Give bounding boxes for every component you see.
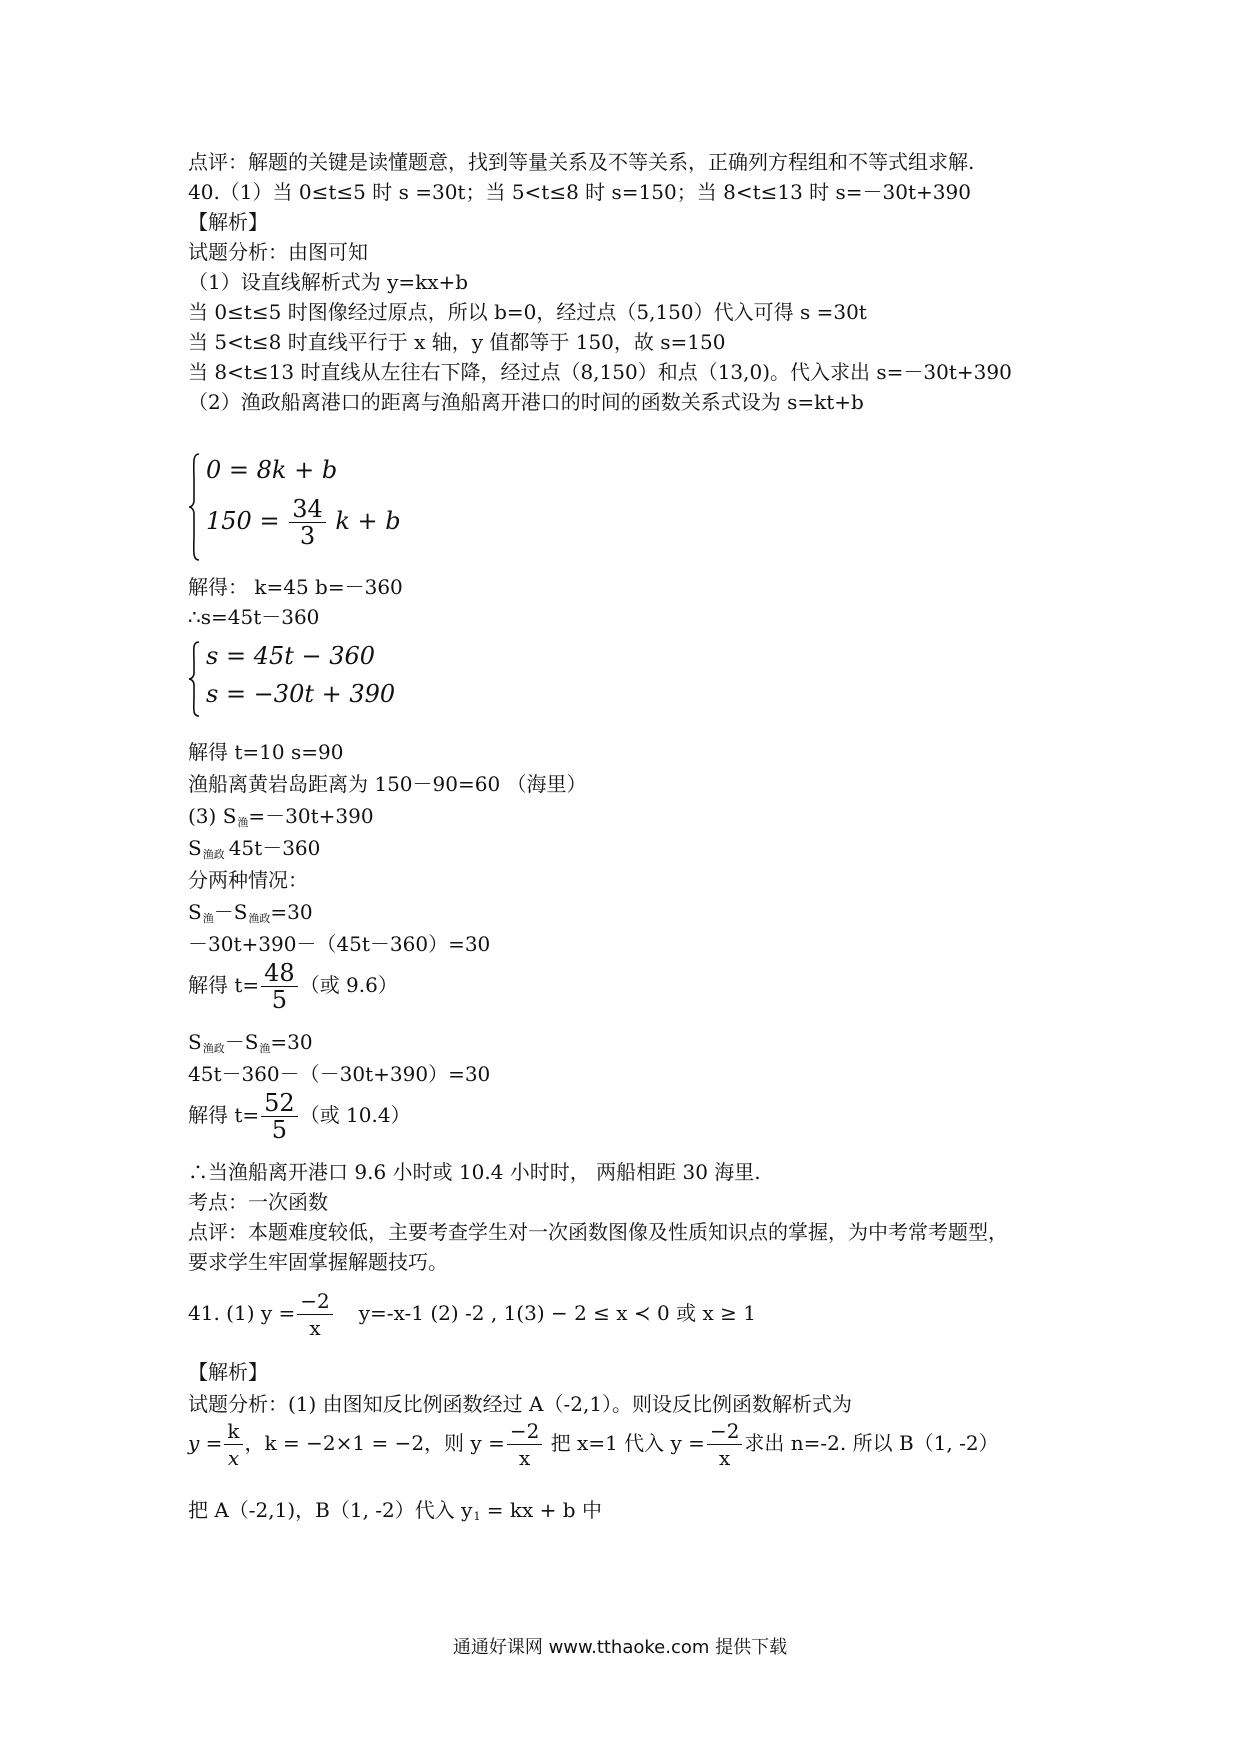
case-2-expansion: 45t－360－（－30t+390）=30 xyxy=(188,1062,491,1086)
case-1-solution: 解得 t= $\frac{48}{5}$ （或 9.6） xyxy=(188,959,398,1014)
system-1-row-2: 150 = $\frac{34}{3}$ k + b xyxy=(206,495,401,550)
system-1-row-1: 0 = 8k + b xyxy=(206,456,338,484)
analysis-41-line-3: 把 A（-2,1)，B（1, -2）代入 y1 = kx + b 中 xyxy=(188,1498,602,1523)
answer-41-line: 41. (1) y = $\frac{-2}{x}$ y=-x-1 (2) -2 , 1(3) − 2 ≤ x ≺ 0 或 x ≥ 1 xyxy=(188,1289,756,1340)
system-2-row-2: s = −30t + 390 xyxy=(206,680,396,708)
comment-line-3: 要求学生牢固掌握解题技巧。 xyxy=(188,1250,448,1274)
conclusion-line: ∴当渔船离开港口 9.6 小时或 10.4 小时时， 两船相距 30 海里. xyxy=(188,1160,761,1184)
analysis-41-line-2: y = $\frac{k}{x}$ ，k = −2×1 = −2，则 y = $\frac{-2}{x}$ 把 x=1 代入 y = $\frac{-2}{x}$ 求出 n=-2. 所以 B（1, -2） xyxy=(188,1419,999,1470)
analysis-heading: 【解析】 xyxy=(188,210,268,234)
comment-line-2: 点评：本题难度较低，主要考查学生对一次函数图像及性质知识点的掌握，为中考常考题型， xyxy=(188,1220,1008,1244)
analysis-41-line-1: 试题分析：(1) 由图知反比例函数经过 A（-2,1）。则设反比例函数解析式为 xyxy=(188,1392,853,1416)
analysis-case-2: 当 5<t≤8 时直线平行于 x 轴，y 值都等于 150，故 s=150 xyxy=(188,330,726,354)
equation-system-2 xyxy=(188,640,396,718)
case-2-solution: 解得 t= $\frac{52}{5}$ （或 10.4） xyxy=(188,1089,411,1144)
solution-k-b: 解得： k=45 b=－360 xyxy=(188,575,403,599)
left-brace-icon xyxy=(188,640,200,718)
analysis-case-3: 当 8<t≤13 时直线从左往右下降，经过点（8,150）和点（13,0)。代入求出 s=－30t+390 xyxy=(188,360,1012,384)
equation-system-1 xyxy=(188,452,401,562)
case-2-difference: S渔政－S渔=30 xyxy=(188,1030,313,1055)
system-2-row-1: s = 45t − 360 xyxy=(206,642,376,670)
analysis-heading-41: 【解析】 xyxy=(188,1360,268,1384)
answer-40-line: 40.（1）当 0≤t≤5 时 s =30t；当 5<t≤8 时 s=150；当 8<t≤13 时 s=－30t+390 xyxy=(188,180,971,204)
analysis-step-2: （2）渔政船离港口的距离与渔船离开港口的时间的函数关系式设为 s=kt+b xyxy=(188,390,864,414)
analysis-intro: 试题分析：由图可知 xyxy=(188,240,368,264)
case-1-expansion: －30t+390－（45t－360）=30 xyxy=(188,932,491,956)
analysis-step-1: （1）设直线解析式为 y=kx+b xyxy=(188,270,469,294)
footer-source: 通通好课网 www.tthaoke.com 提供下载 xyxy=(452,1637,788,1658)
left-brace-icon xyxy=(188,452,200,562)
comment-line: 点评：解题的关键是读懂题意，找到等量关系及不等关系，正确列方程组和不等式组求解. xyxy=(188,150,975,174)
solution-t-s: 解得 t=10 s=90 xyxy=(188,740,344,764)
two-cases-label: 分两种情况： xyxy=(188,868,308,892)
s-yuzheng-equation: S渔政 45t－360 xyxy=(188,836,321,861)
knowledge-point: 考点：一次函数 xyxy=(188,1190,328,1214)
distance-line: 渔船离黄岩岛距离为 150－90=60 （海里） xyxy=(188,772,587,796)
s-equation: ∴s=45t－360 xyxy=(188,605,320,629)
analysis-case-1: 当 0≤t≤5 时图像经过原点，所以 b=0，经过点（5,150）代入可得 s =30t xyxy=(188,300,867,324)
s-yu-equation: (3) S渔=－30t+390 xyxy=(188,804,374,829)
case-1-difference: S渔－S渔政=30 xyxy=(188,900,313,925)
